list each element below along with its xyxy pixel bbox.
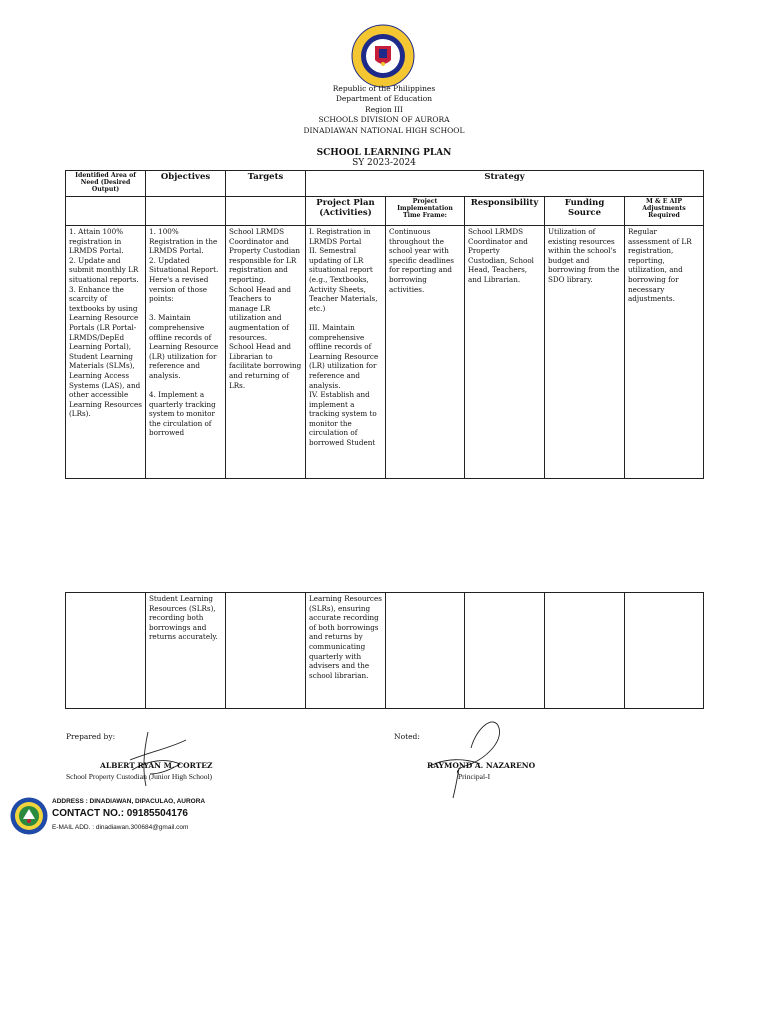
deped-seal-logo [351,24,415,88]
noted-name: RAYMOND A. NAZARENO [427,761,536,770]
noted-title: Principal-I [458,772,491,781]
header-responsibility: Responsibility [465,197,545,226]
learning-plan-table-continued [65,592,704,709]
cont-cell-funding [545,593,625,709]
prepared-title: School Property Custodian (Junior High School) [66,772,213,781]
header-division: SCHOOLS DIVISION OF AURORA [318,115,450,124]
header-funding: Funding Source [545,197,625,226]
noted-label: Noted: [394,732,420,741]
cell-targets: School LRMDS Coordinator and Property Custodian responsible for LR registration and reporting. School Head and Teachers to manage LR utilization and augmentation of resources. School Head and Librarian to facilitate borrowing and returning of LRs. [226,226,306,479]
header-blank-2 [146,197,226,226]
cell-responsibility: School LRMDS Coordinator and Property Custodian, School Head, Teachers, and Librarian. [465,226,545,479]
cell-project-plan: I. Registration in LRMDS Portal II. Semestral updating of LR situational report (e.g., Textbooks, Activity Sheets, Teacher Materials, etc.) III. Maintain comprehensive offline records of Learning Resource (LR) utilization for reference and analysis. IV. Establish and implement a tracking system to monitor the circulation of borrowed Student [306,226,386,479]
footer-contact: CONTACT NO.: 09185504176 [52,808,188,819]
header-time-frame: Project Implementation Time Frame: [386,197,465,226]
cont-cell-time-frame [386,593,465,709]
footer-address: ADDRESS : DINADIAWAN, DIPACULAO, AURORA [52,798,206,805]
cell-me: Regular assessment of LR registration, reporting, utilization, and borrowing for necessary adjustments. [625,226,704,479]
header-country: Republic of the Philippines [332,84,436,93]
cont-cell-me [625,593,704,709]
cont-cell-area [66,593,146,709]
signature-nazareno [425,708,510,800]
footer-email: E-MAIL ADD. : dinadiawan.300684@gmail.com [52,824,189,831]
cont-cell-project-plan: Learning Resources (SLRs), ensuring accurate recording of both borrowings and returns by communicating quarterly with advisers and the school librarian. [306,593,386,709]
plan-year: SY 2023-2024 [352,158,416,168]
header-department: Department of Education [335,94,433,103]
header-school: DINADIAWAN NATIONAL HIGH SCHOOL [303,126,465,135]
cell-objectives: 1. 100% Registration in the LRMDS Portal. 2. Updated Situational Report. Here's a revised version of those points: 3. Maintain comprehensive offline records of Learning Resource (LR) utilization for reference and analysis. 4. Implement a quarterly tracking system to monitor the circulation of borrowed [146,226,226,479]
header-blank-1 [66,197,146,226]
header-objectives: Objectives [146,171,226,197]
header-project-plan: Project Plan (Activities) [306,197,386,226]
header-targets: Targets [226,171,306,197]
cont-cell-responsibility [465,593,545,709]
cell-time-frame: Continuous throughout the school year with specific deadlines for reporting and borrowing activities. [386,226,465,479]
prepared-name: ALBERT RYAN M. CORTEZ [100,761,213,770]
prepared-by-label: Prepared by: [66,732,116,741]
header-blank-3 [226,197,306,226]
header-strategy: Strategy [306,171,704,197]
cell-funding: Utilization of existing resources within the school's budget and borrowing from the SDO library. [545,226,625,479]
cell-area: 1. Attain 100% registration in LRMDS Portal. 2. Update and submit monthly LR situational reports. 3. Enhance the scarcity of textbooks by using Learning Resource Portals (LR Portal-LRMDS/DepEd Learning Portal), Student Learning Materials (SLMs), Learning Access Systems (LAS), and other accessible Learning Resources (LRs). [66,226,146,479]
learning-plan-table [65,170,704,479]
school-seal-logo [10,797,48,835]
cont-cell-objectives: Student Learning Resources (SLRs), recording both borrowings and returns accurately. [146,593,226,709]
header-area: Identified Area of Need (Desired Output) [66,171,146,197]
plan-title: SCHOOL LEARNING PLAN [316,148,452,158]
cont-cell-targets [226,593,306,709]
header-me: M & E AIP Adjustments Required [625,197,704,226]
header-region: Region III [365,105,403,114]
